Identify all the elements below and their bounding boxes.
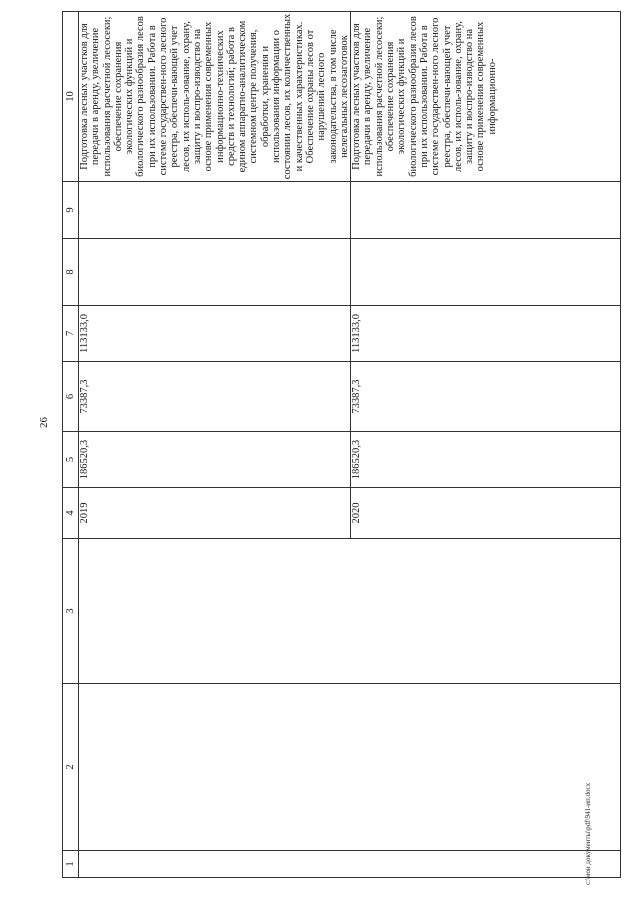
- cell-col-9: [351, 182, 621, 239]
- col-header-8: 8: [63, 239, 79, 306]
- col-header-6: 6: [63, 362, 79, 432]
- cell-col-5: 186520,3: [79, 432, 351, 488]
- cell-year: 2020: [351, 488, 621, 539]
- col-header-4: 4: [63, 488, 79, 539]
- cell-description: Подготовка лесных участков для передачи в аренду, увеличение использования расчетной лесосеки; обеспечение сохранения экологических функций и биологического разнообразия лесов при их использовании. Работа в системе государствен-ного лесного реестра, обеспечи-вающей учет лесов, их исполь-зование, охрану, защиту и воспро-изводство на основе применения современных информационно-технических средств и технологий; работа в едином аппаратно-аналитическом системном центре получения, обработки, хранения и использования информации о состоянии лесов, их количественных и качественных характеристиках. Обеспечение охраны лесов от нарушений лесного законодательства, в том числе нелегальных лесозаготовок: [79, 12, 351, 182]
- cell-col-9: [79, 182, 351, 239]
- rotated-table-container: [62, 12, 610, 878]
- col-header-2: 2: [63, 684, 79, 851]
- cell-col-5: 186520,3: [351, 432, 621, 488]
- cell-col-8: [351, 239, 621, 306]
- col-header-1: 1: [63, 851, 79, 878]
- header-row: [63, 12, 79, 878]
- cell-col-7: 113133,0: [79, 306, 351, 362]
- cell-col-8: [79, 239, 351, 306]
- cell-col-2: [79, 684, 621, 851]
- page-number: 26: [38, 417, 50, 428]
- cell-col-1: [79, 851, 621, 878]
- cell-col-3: [79, 539, 621, 684]
- cell-description: Подготовка лесных участков для передачи в аренду, увеличение использования расчетной лесосеки; обеспечение сохранения экологических функций и биологического разнообразия лесов при их использовании. Работа в системе государствен-ного лесного реестра, обеспечи-вающей учет лесов, их исполь-зование, охрану, защиту и воспро-изводство на основе применения современных информационно-: [351, 12, 621, 182]
- cell-year: 2019: [79, 488, 351, 539]
- data-table: [62, 11, 621, 878]
- table-row: [79, 12, 351, 878]
- cell-col-6: 73387,3: [79, 362, 351, 432]
- cell-col-6: 73387,3: [351, 362, 621, 432]
- col-header-10: 10: [63, 12, 79, 182]
- col-header-3: 3: [63, 539, 79, 684]
- cell-col-7: 113133,0: [351, 306, 621, 362]
- col-header-5: 5: [63, 432, 79, 488]
- footer-file-path: c:\мои документы\pdf\941-ип.docx: [584, 782, 592, 885]
- col-header-7: 7: [63, 306, 79, 362]
- col-header-9: 9: [63, 182, 79, 239]
